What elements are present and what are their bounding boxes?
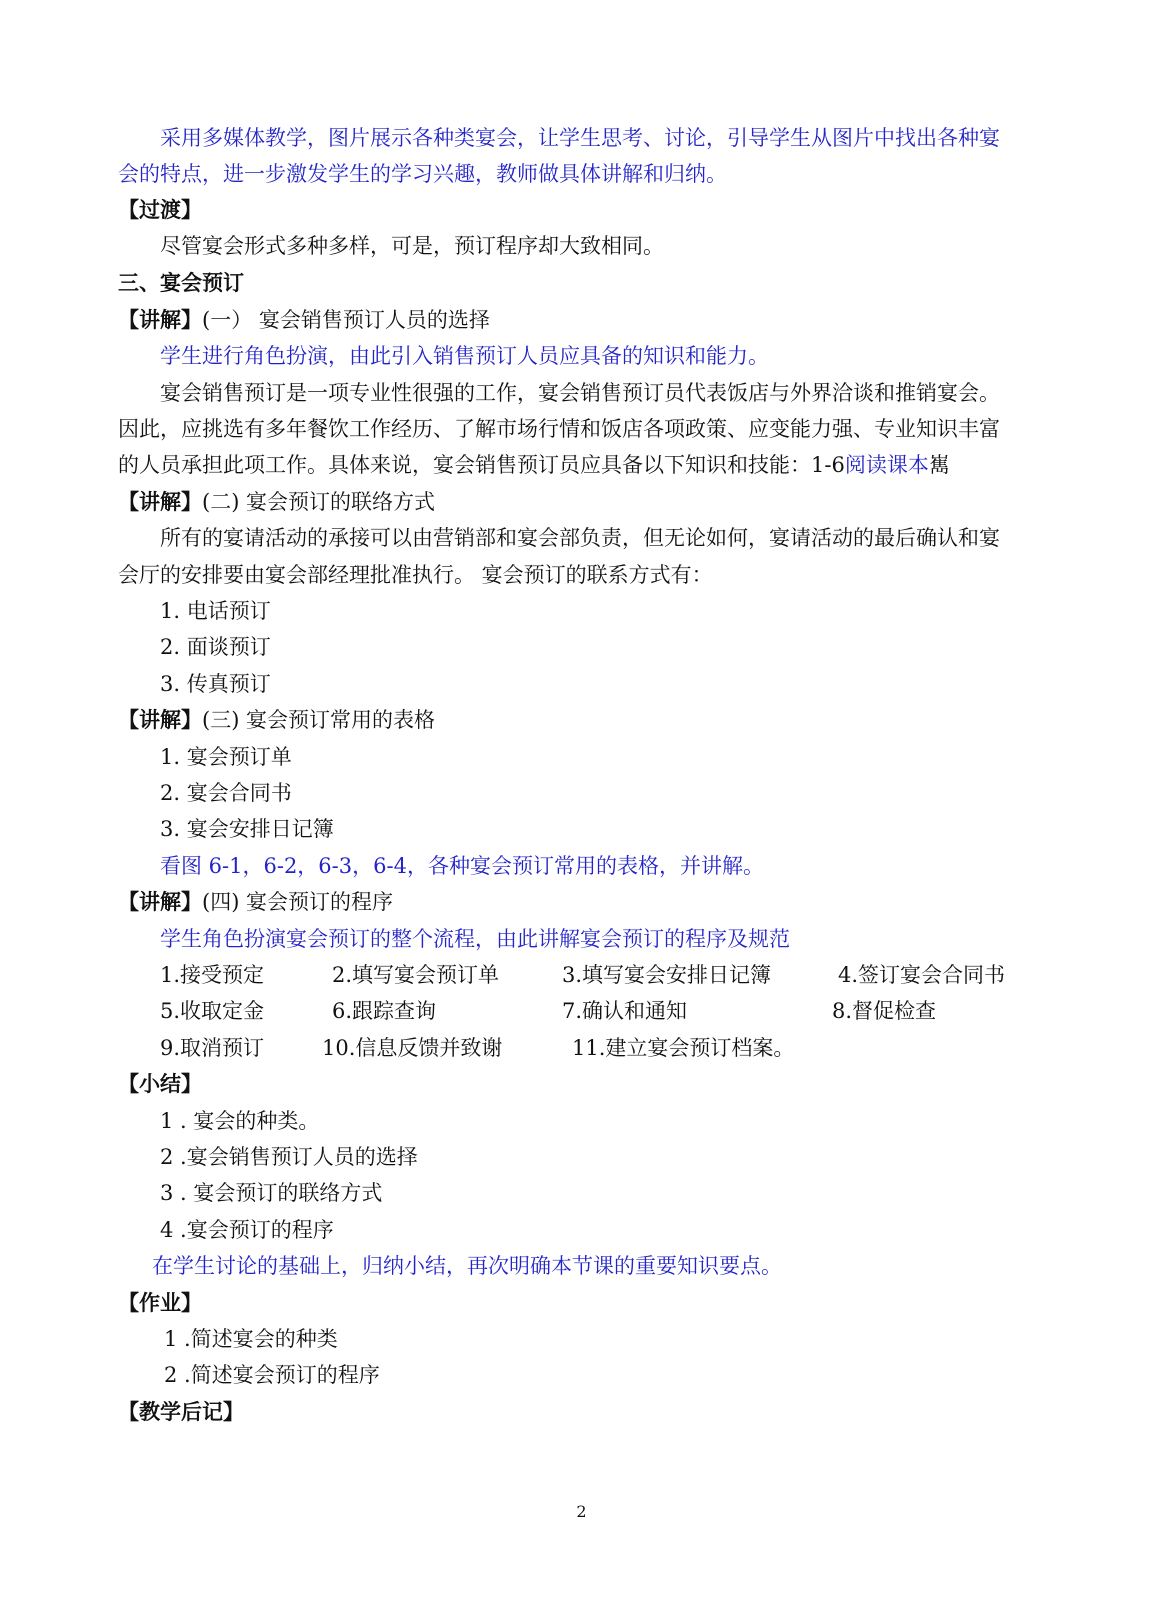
part1-p3a: 的人员承担此项工作。具体来说，宴会销售预订员应具备以下知识和技能：1-6	[118, 453, 845, 477]
part2-tag: 【讲解】	[118, 490, 202, 514]
step-10: 10.信息反馈并致谢	[322, 1036, 503, 1060]
part2-item-2: 2. 面谈预订	[160, 635, 271, 659]
part1-heading	[118, 307, 490, 335]
step-5: 5.收取定金	[160, 999, 265, 1023]
part1-p1: 宴会销售预订是一项专业性很强的工作，宴会销售预订员代表饭店与外界洽谈和推销宴会。	[160, 381, 1000, 405]
part2-title: (二) 宴会预订的联络方式	[202, 490, 436, 514]
intro-line-1: 采用多媒体教学，图片展示各种类宴会，让学生思考、讨论，引导学生从图片中找出各种宴	[160, 126, 1000, 150]
part1-p3	[118, 452, 950, 480]
step-8: 8.督促检查	[832, 999, 937, 1023]
homework-item-1: 1 .简述宴会的种类	[164, 1327, 338, 1351]
part3-tag: 【讲解】	[118, 708, 202, 732]
part4-heading	[118, 889, 393, 917]
part3-item-2: 2. 宴会合同书	[160, 781, 292, 805]
step-6: 6.跟踪查询	[332, 999, 437, 1023]
summary-item-3: 3 . 宴会预订的联络方式	[160, 1181, 383, 1205]
step-7: 7.确认和通知	[562, 999, 688, 1023]
summary-item-2: 2 .宴会销售预订人员的选择	[160, 1145, 418, 1169]
summary-heading: 【小结】	[118, 1072, 202, 1096]
homework-item-2: 2 .简述宴会预订的程序	[164, 1363, 380, 1387]
transition-text: 尽管宴会形式多种多样，可是，预订程序却大致相同。	[160, 234, 664, 258]
step-9: 9.取消预订	[160, 1036, 265, 1060]
part4-title: (四) 宴会预订的程序	[202, 890, 394, 914]
part4-tag: 【讲解】	[118, 890, 202, 914]
part4-activity: 学生角色扮演宴会预订的整个流程，由此讲解宴会预订的程序及规范	[160, 927, 790, 951]
part3-note: 看图 6-1，6-2，6-3，6-4，各种宴会预订常用的表格，并讲解。	[160, 854, 764, 878]
part3-heading	[118, 707, 435, 735]
part2-p1: 所有的宴请活动的承接可以由营销部和宴会部负责，但无论如何，宴请活动的最后确认和宴	[160, 526, 1000, 550]
part2-item-3: 3. 传真预订	[160, 672, 271, 696]
postscript-heading: 【教学后记】	[118, 1400, 244, 1424]
summary-item-4: 4 .宴会预订的程序	[160, 1218, 334, 1242]
part1-tag: 【讲解】	[118, 308, 202, 332]
part3-item-1: 1. 宴会预订单	[160, 745, 292, 769]
part1-title: (一） 宴会销售预订人员的选择	[202, 308, 490, 332]
part2-heading	[118, 489, 435, 517]
part2-item-1: 1. 电话预订	[160, 599, 271, 623]
transition-heading: 【过渡】	[118, 198, 202, 222]
step-2: 2.填写宴会预订单	[332, 963, 500, 987]
part1-p3b: 阅读课本	[844, 453, 929, 477]
summary-note: 在学生讨论的基础上，归纳小结，再次明确本节课的重要知识要点。	[152, 1254, 782, 1278]
step-4: 4.签订宴会合同书	[838, 963, 1006, 987]
summary-item-1: 1 . 宴会的种类。	[160, 1109, 320, 1133]
part1-p3c: 嶲	[928, 453, 950, 477]
step-1: 1.接受预定	[160, 963, 265, 987]
homework-heading: 【作业】	[118, 1291, 202, 1315]
part2-p2: 会厅的安排要由宴会部经理批准执行。 宴会预订的联系方式有：	[118, 563, 713, 587]
step-11: 11.建立宴会预订档案。	[572, 1036, 795, 1060]
page-number: 2	[576, 1502, 587, 1521]
section3-heading: 三、宴会预订	[118, 271, 244, 295]
part1-activity: 学生进行角色扮演，由此引入销售预订人员应具备的知识和能力。	[160, 344, 769, 368]
intro-line-2: 会的特点，进一步激发学生的学习兴趣，教师做具体讲解和归纳。	[118, 162, 727, 186]
part3-title: (三) 宴会预订常用的表格	[202, 708, 436, 732]
part1-p2: 因此，应挑选有多年餐饮工作经历、了解市场行情和饭店各项政策、应变能力强、专业知识丰富	[118, 417, 1000, 441]
part3-item-3: 3. 宴会安排日记簿	[160, 817, 334, 841]
step-3: 3.填写宴会安排日记簿	[562, 963, 772, 987]
